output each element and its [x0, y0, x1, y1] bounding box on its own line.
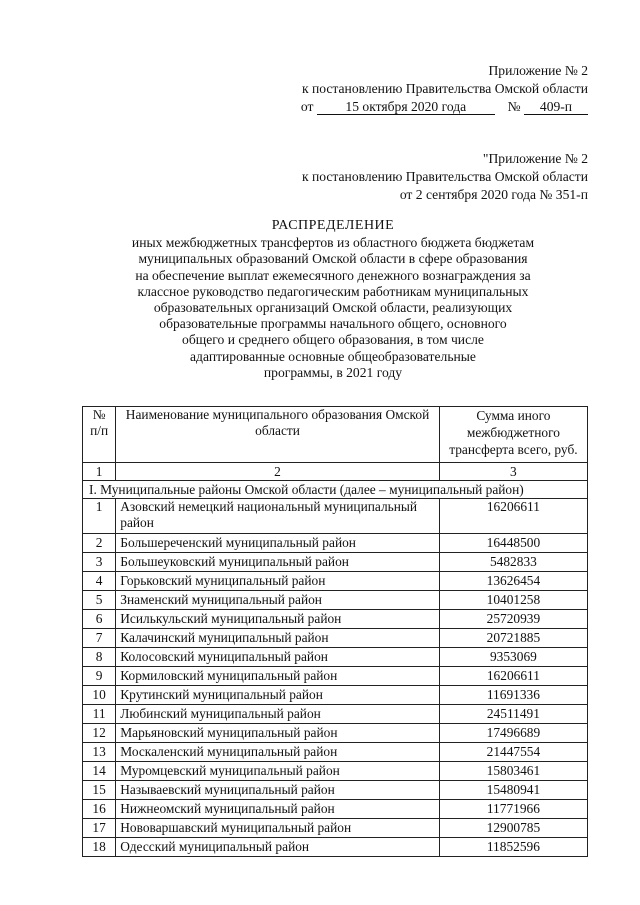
title-line: иных межбюджетных трансфертов из областного бюджета бюджетам: [131, 235, 535, 251]
transfer-sum: 12900785: [439, 819, 587, 838]
transfer-sum: 16206611: [439, 499, 587, 534]
municipality-name: Называевский муниципальный район: [116, 781, 440, 800]
row-number: 11: [83, 705, 116, 724]
municipality-name: Москаленский муниципальный район: [116, 743, 440, 762]
title-line: адаптированные основные общеобразовательные: [190, 348, 476, 364]
column-number: 1: [83, 463, 116, 481]
distribution-table: [82, 406, 588, 857]
transfer-sum: 16448500: [439, 534, 587, 553]
row-number: 9: [83, 667, 116, 686]
municipality-name: Калачинский муниципальный район: [116, 629, 440, 648]
transfer-sum: 21447554: [439, 743, 587, 762]
municipality-name: Кормиловский муниципальный район: [116, 667, 440, 686]
row-number: 13: [83, 743, 116, 762]
appendix-new-block: [301, 62, 588, 116]
resolution-number: 409-п: [524, 100, 588, 115]
appendix-old-date-line: от 2 сентября 2020 года № 351-п: [399, 187, 588, 202]
transfer-sum: 11771966: [439, 800, 587, 819]
table-row: [83, 781, 588, 800]
section-title: I. Муниципальные районы Омской области (далее – муниципальный район): [83, 481, 588, 499]
header-sum: Сумма иного межбюджетного трансферта всего, руб.: [439, 407, 587, 463]
row-number: 12: [83, 724, 116, 743]
row-number: 10: [83, 686, 116, 705]
transfer-sum: 9353069: [439, 648, 587, 667]
row-number: 16: [83, 800, 116, 819]
row-number: 3: [83, 553, 116, 572]
appendix-new-resolution: к постановлению Правительства Омской области: [301, 81, 588, 96]
transfer-sum: 24511491: [439, 705, 587, 724]
municipality-name: Знаменский муниципальный район: [116, 591, 440, 610]
column-number: 3: [439, 463, 587, 481]
header-municipality: Наименование муниципального образования Омской области: [116, 407, 440, 463]
table-row: [83, 610, 588, 629]
from-label: от: [300, 99, 314, 114]
table-row: [83, 629, 588, 648]
transfer-sum: 11852596: [439, 838, 587, 857]
municipality-name: Нижнеомский муниципальный район: [116, 800, 440, 819]
document-title: [78, 218, 588, 381]
section-row: [83, 481, 588, 499]
row-number: 15: [83, 781, 116, 800]
title-line: классное руководство педагогическим работникам муниципальных: [137, 283, 529, 299]
table-row: [83, 743, 588, 762]
table-row: [83, 553, 588, 572]
title-line: образовательных организаций Омской области, реализующих: [153, 300, 513, 316]
municipality-name: Нововаршавский муниципальный район: [116, 819, 440, 838]
row-number: 17: [83, 819, 116, 838]
table-body: [83, 499, 588, 857]
appendix-old-resolution: к постановлению Правительства Омской области: [301, 169, 588, 184]
transfer-sum: 16206611: [439, 667, 587, 686]
number-label: №: [507, 99, 521, 114]
title-line: муниципальных образований Омской области в сфере образования: [138, 251, 528, 267]
municipality-name: Большереченский муниципальный район: [116, 534, 440, 553]
title-line: общего и среднего общего образования, в том числе: [182, 332, 484, 348]
table-row: [83, 591, 588, 610]
table-row: [83, 724, 588, 743]
table-row: [83, 819, 588, 838]
municipality-name: Крутинский муниципальный район: [116, 686, 440, 705]
municipality-name: Марьяновский муниципальный район: [116, 724, 440, 743]
appendix-old-title: "Приложение № 2: [482, 151, 588, 166]
row-number: 7: [83, 629, 116, 648]
table-row: [83, 762, 588, 781]
municipality-name: Исилькульский муниципальный район: [116, 610, 440, 629]
table-row: [83, 838, 588, 857]
appendix-old-block: [302, 150, 588, 204]
transfer-sum: 10401258: [439, 591, 587, 610]
municipality-name: Азовский немецкий национальный муниципальный район: [116, 499, 440, 534]
appendix-new-date-line: [301, 98, 588, 116]
municipality-name: Муромцевский муниципальный район: [116, 762, 440, 781]
column-number: 2: [116, 463, 440, 481]
transfer-sum: 15803461: [439, 762, 587, 781]
municipality-name: Горьковский муниципальный район: [116, 572, 440, 591]
title-line: образовательные программы начального общего, основного: [159, 316, 507, 332]
table-row: [83, 686, 588, 705]
transfer-sum: 5482833: [439, 553, 587, 572]
municipality-name: Большеуковский муниципальный район: [116, 553, 440, 572]
transfer-sum: 15480941: [439, 781, 587, 800]
resolution-date: 15 октября 2020 года: [317, 100, 495, 115]
municipality-name: Любинский муниципальный район: [116, 705, 440, 724]
transfer-sum: 25720939: [439, 610, 587, 629]
row-number: 2: [83, 534, 116, 553]
table-row: [83, 667, 588, 686]
table-row: [83, 499, 588, 534]
column-number-row: [83, 463, 588, 481]
row-number: 1: [83, 499, 116, 534]
title-heading: РАСПРЕДЕЛЕНИЕ: [271, 218, 395, 233]
row-number: 4: [83, 572, 116, 591]
title-line: программы, в 2021 году: [263, 364, 403, 380]
row-number: 5: [83, 591, 116, 610]
municipality-name: Одесский муниципальный район: [116, 838, 440, 857]
transfer-sum: 17496689: [439, 724, 587, 743]
row-number: 18: [83, 838, 116, 857]
title-description: [78, 235, 588, 381]
table-header-row: [83, 407, 588, 463]
table-row: [83, 648, 588, 667]
table-row: [83, 572, 588, 591]
table-row: [83, 534, 588, 553]
table-row: [83, 705, 588, 724]
row-number: 6: [83, 610, 116, 629]
transfer-sum: 11691336: [439, 686, 587, 705]
title-line: на обеспечение выплат ежемесячного денежного вознаграждения за: [135, 267, 531, 283]
header-number: № п/п: [83, 407, 116, 463]
transfer-sum: 13626454: [439, 572, 587, 591]
municipality-name: Колосовский муниципальный район: [116, 648, 440, 667]
row-number: 8: [83, 648, 116, 667]
appendix-new-title: Приложение № 2: [488, 63, 588, 78]
row-number: 14: [83, 762, 116, 781]
transfer-sum: 20721885: [439, 629, 587, 648]
table-row: [83, 800, 588, 819]
